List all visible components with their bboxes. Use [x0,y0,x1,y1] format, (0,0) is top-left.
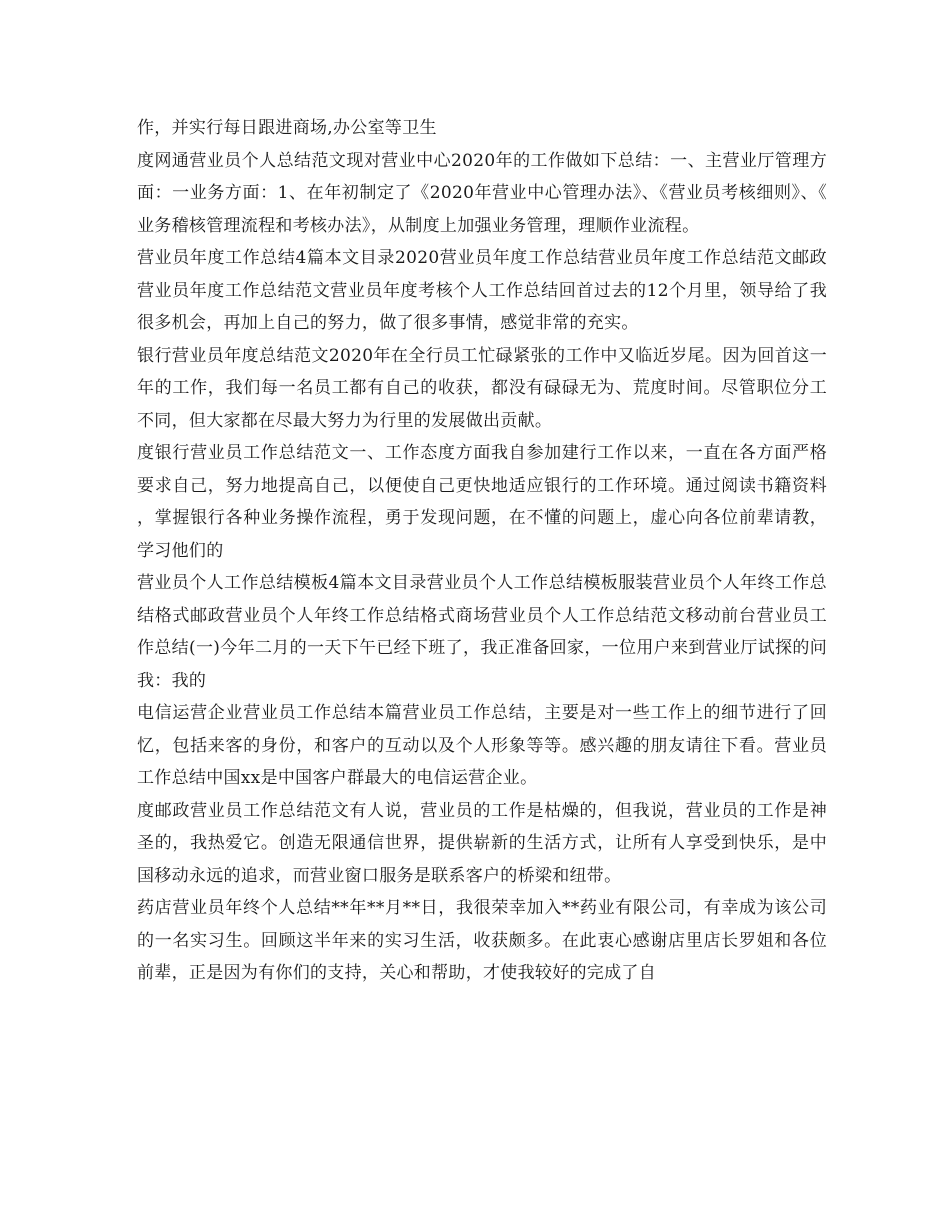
paragraph: 药店营业员年终个人总结**年**月**日，我很荣幸加入**药业有限公司，有幸成为该公司的一名实习生。回顾这半年来的实习生活，收获颇多。在此衷心感谢店里店长罗姐和各位前辈，正是因为有你们的支持，关心和帮助，才使我较好的完成了自 [137,898,827,983]
paragraph: 营业员个人工作总结模板4篇本文目录营业员个人工作总结模板服装营业员个人年终工作总结格式邮政营业员个人年终工作总结格式商场营业员个人工作总结范文移动前台营业员工作总结(一)今年二月的一天下午已经下班了，我正准备回家，一位用户来到营业厅试探的问我：我的 [137,573,827,691]
paragraph: 度网通营业员个人总结范文现对营业中心2020年的工作做如下总结：一、主营业厅管理方面：一业务方面：1、在年初制定了《2020年营业中心管理办法》、《营业员考核细则》、《业务稽核管理流程和考核办法》，从制度上加强业务管理，理顺作业流程。 [137,150,827,236]
paragraph: 度邮政营业员工作总结范文有人说，营业员的工作是枯燥的，但我说，营业员的工作是神圣的，我热爱它。创造无限通信世界，提供崭新的生活方式，让所有人享受到快乐，是中国移动永远的追求，而营业窗口服务是联系客户的桥梁和纽带。 [137,800,827,886]
paragraph: 电信运营企业营业员工作总结本篇营业员工作总结，主要是对一些工作上的细节进行了回忆，包括来客的身份，和客户的互动以及个人形象等等。感兴趣的朋友请往下看。营业员工作总结中国xx是中国客户群最大的电信运营企业。 [137,703,827,788]
paragraph: 银行营业员年度总结范文2020年在全行员工忙碌紧张的工作中又临近岁尾。因为回首这一年的工作，我们每一名员工都有自己的收获，都没有碌碌无为、荒度时间。尽管职位分工不同，但大家都在尽最大努力为行里的发展做出贡献。 [137,345,827,431]
paragraph: 营业员年度工作总结4篇本文目录2020营业员年度工作总结营业员年度工作总结范文邮政营业员年度工作总结范文营业员年度考核个人工作总结回首过去的12个月里，领导给了我很多机会，再加上自己的努力，做了很多事情，感觉非常的充实。 [137,248,827,333]
paragraph: 度银行营业员工作总结范文一、工作态度方面我自参加建行工作以来，一直在各方面严格要求自己，努力地提高自己，以便使自己更快地适应银行的工作环境。通过阅读书籍资料，掌握银行各种业务操作流程，勇于发现问题，在不懂的问题上，虚心向各位前辈请教，学习他们的 [137,443,827,561]
document-body [137,112,827,990]
paragraph: 作，并实行每日跟进商场,办公室等卫生 [137,118,437,138]
